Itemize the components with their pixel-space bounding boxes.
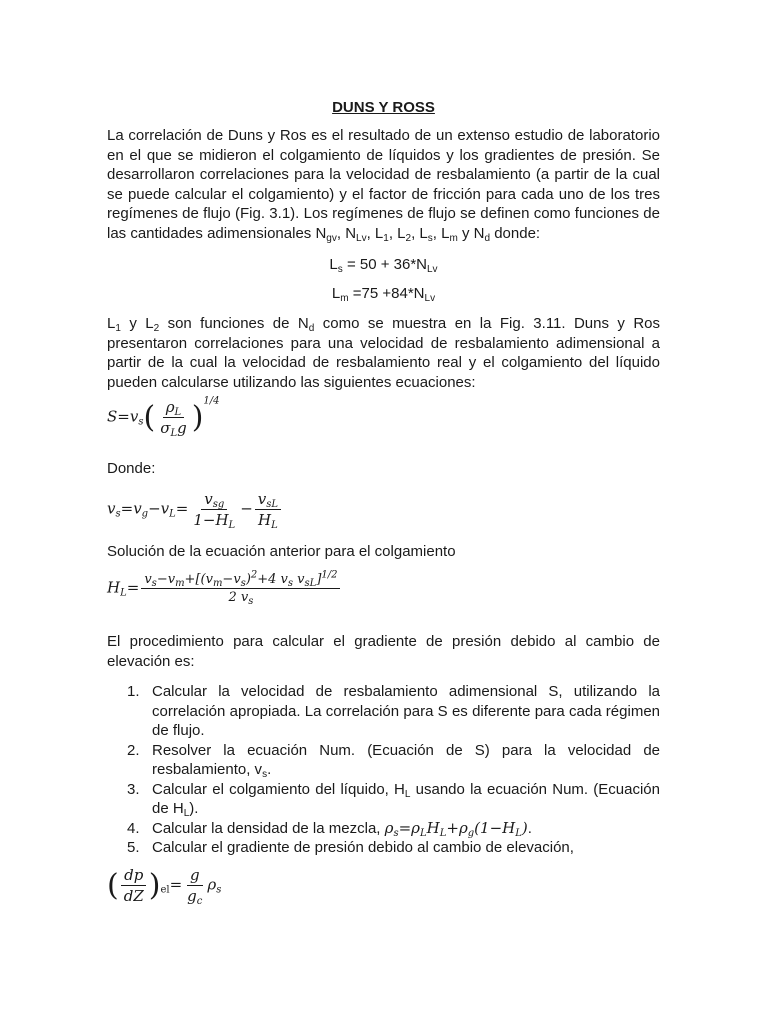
- eq-lm-text: =75 +84*N: [352, 285, 425, 302]
- list-item: [107, 838, 660, 858]
- sub-1: 1: [383, 232, 389, 244]
- list-text: Calcular la velocidad de resbalamiento adimensional S, utilizando la correlación apropiada. La correlación para S es diferente para cada régimen de flujo.: [152, 683, 660, 739]
- document-title: DUNS Y ROSS: [332, 99, 435, 116]
- procedure-list: [107, 682, 660, 858]
- list-number: 4.: [127, 819, 140, 837]
- list-text: Calcular el gradiente de presión debido al cambio de elevación,: [152, 839, 574, 856]
- equation-ls: $L_s = 50 + 36*N_{Lv}$: [329, 256, 438, 275]
- sub-gv: gv: [326, 232, 337, 244]
- list-number: 5.: [127, 839, 140, 856]
- solution-text: Solución de la ecuación anterior para el colgamiento: [107, 543, 456, 560]
- list-item: [107, 819, 660, 839]
- list-text-main: Resolver la ecuación Num. (Ecuación de S) para la velocidad de resbalamiento, v: [152, 741, 660, 778]
- list-item: [107, 682, 660, 741]
- list-text-mid: usando la ecuación Num. (Ecuación de H: [152, 780, 660, 817]
- p2-b: son funciones de N: [167, 315, 309, 332]
- sub-lv: Lv: [356, 232, 367, 244]
- sub-m: m: [449, 232, 458, 244]
- equation-vs: $v_s=v_g-v_L=$ $\frac{v_{sg}}{1-H_L}$ − $\frac{v_{sL}}{H_L}$: [107, 490, 283, 529]
- equation-gradient: ( $\frac{dp}{dZ}$ )$_{el}=$ $\frac{g}{g_c}$ $\rho_s$: [107, 866, 222, 907]
- list-number: 2.: [127, 741, 140, 759]
- list-item: [107, 780, 660, 819]
- sub-2: 2: [405, 232, 412, 244]
- list-text-main: Calcular el colgamiento del líquido, H: [152, 780, 405, 798]
- eq-ls-text: = 50 + 36*N: [346, 256, 427, 273]
- p2-c: como se muestra en la Fig. 3.11. Duns y Ros presentaron correlaciones para una velocidad de resbalamiento adimensional a partir de la cual la velocidad de resbalamiento real y el colgamiento del líquido pueden calcularse utilizando las siguientes ecuaciones:: [107, 315, 660, 391]
- procedure-text: El procedimiento para calcular el gradiente de presión debido al cambio de elevación es:: [107, 633, 660, 670]
- list-text-main: Calcular la densidad de la mezcla,: [152, 819, 381, 837]
- list-number: 1.: [127, 683, 140, 700]
- list-text: Calcular el colgamiento del líquido, $H_L$ usando la ecuación Num. (Ecuación de $H_L$).: [152, 780, 660, 819]
- density-formula: $\rho_s=\rho_LH_L+\rho_g(1-H_L)$: [384, 818, 528, 839]
- intro-paragraph: La correlación de Duns y Ros es el resultado de un extenso estudio de laboratorio en el que se midieron el colgamiento de líquidos y los gradientes de presión. Se desarrollaron correlaciones para la velocidad de resbalamiento (a partir de la cual se puede calcular el colgamiento) y el factor de fricción para cada uno de los tres regímenes de flujo (Fig. 3.1). Los regímenes de flujo se definen como funciones de las cantidades adimensionales $N_{gv}$, $N_{Lv}$, $L_1$, $L_2$, $L_s$, $L_m$ y $N_d$ donde:: [107, 127, 660, 244]
- list-text: Resolver la ecuación Num. (Ecuación de S) para la velocidad de resbalamiento, $v_s$.: [152, 741, 660, 780]
- correlation-paragraph: $L_1$ y $L_2$ son funciones de $N_d$ como se muestra en la Fig. 3.11. Duns y Ros presentaron correlaciones para una velocidad de resbalamiento adimensional a partir de la cual la velocidad de resbalamiento real y el colgamiento del líquido pueden calcularse utilizando las siguientes ecuaciones:: [107, 315, 660, 391]
- sub-s: s: [427, 232, 433, 244]
- p2-a: y L: [129, 315, 154, 332]
- equation-lm: $L_m =75 +84*N_{Lv}$: [331, 285, 436, 304]
- list-number: 3.: [127, 780, 140, 798]
- intro-tail: donde:: [494, 224, 541, 242]
- equation-s: $S=v_s$( $\frac{\rho_L}{\sigma_Lg}$ )$^{1/4}$: [107, 395, 220, 439]
- equation-hl: $H_L=$ $\frac{v_s-v_m+[(v_m-v_s)^2+4 v_s v_{sL}]^{1/2}}{2 v_s}$: [107, 572, 342, 605]
- list-item: [107, 741, 660, 780]
- donde-label: Donde:: [107, 460, 156, 477]
- list-text: Calcular la densidad de la mezcla, $\rho_s=\rho_LH_L+\rho_g(1-H_L)$.: [152, 818, 532, 839]
- sub-d: d: [484, 232, 491, 244]
- list-text-end: ).: [189, 800, 199, 817]
- intro-text: La correlación de Duns y Ros es el resultado de un extenso estudio de laboratorio en el que se midieron el colgamiento de líquidos y los gradientes de presión. Se desarrollaron correlaciones para la velocidad de resbalamiento (a partir de la cual se puede calcular el colgamiento) y el factor de fricción para cada uno de los tres regímenes de flujo (Fig. 3.1). Los regímenes de flujo se definen como funciones de las cantidades adimensionales: [107, 127, 660, 242]
